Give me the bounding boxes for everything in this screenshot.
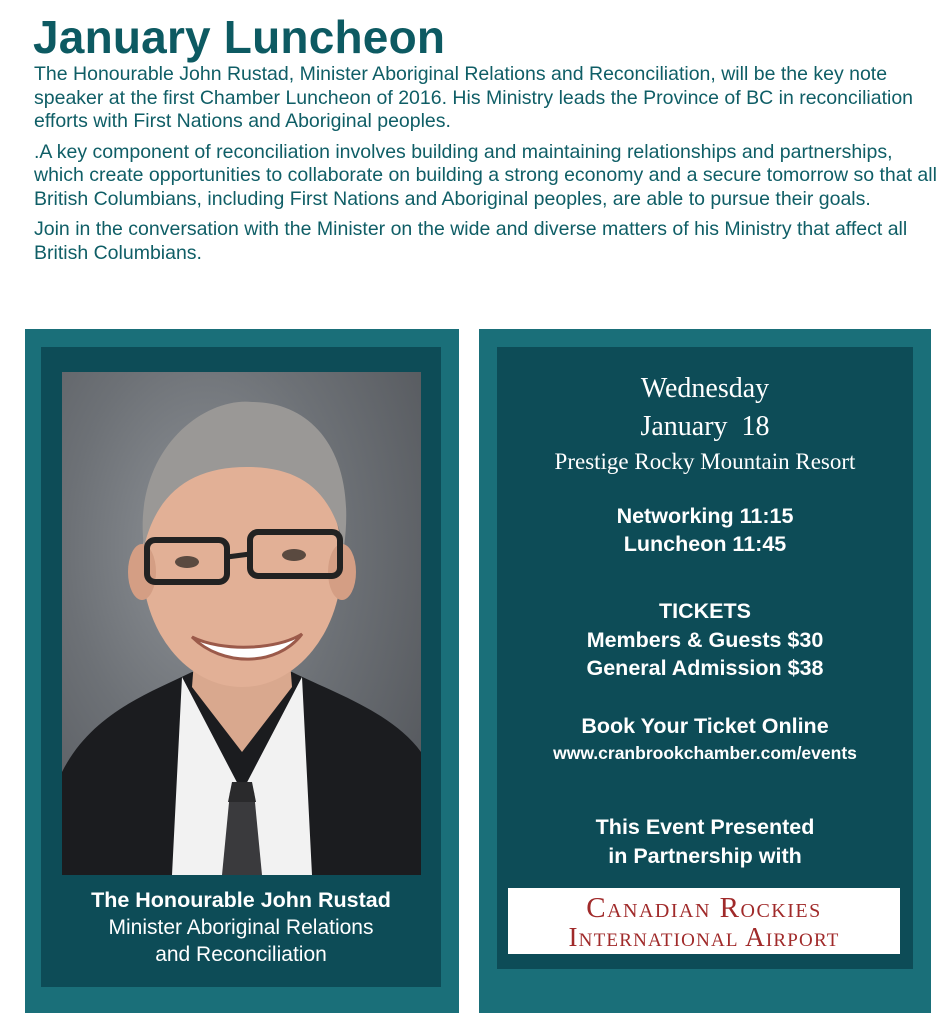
speaker-role-line1: Minister Aboriginal Relations [108, 916, 374, 939]
book-ticket-link[interactable]: www.cranbrookchamber.com/events [553, 743, 857, 763]
intro-paragraph-1: The Honourable John Rustad, Minister Aboriginal Relations and Reconciliation, will be the key note speaker at the first Chamber Luncheon of 2016. His Ministry leads the Province of BC in reconciliation efforts with First Nations and Aboriginal peoples. [34, 63, 914, 132]
speaker-photo [62, 372, 421, 875]
airport-logo [508, 888, 900, 954]
members-price: Members & Guests $30 [586, 628, 824, 652]
speaker-role-line2: and Reconciliation [155, 943, 327, 966]
speaker-caption [41, 887, 441, 968]
networking-time: Networking 11:15 [616, 504, 794, 528]
logo-text-line2: International Airport [568, 922, 840, 952]
intro-text [34, 63, 939, 272]
luncheon-time: Luncheon 11:45 [623, 532, 787, 556]
partner-line-2: in Partnership with [608, 844, 802, 868]
page-title: January Luncheon [33, 11, 446, 63]
intro-paragraph-2: .A key component of reconciliation involves building and maintaining relationships and partnerships, which create opportunities to collaborate on building a strong economy and a secure tomorrow so that all British Columbians, including First Nations and Aboriginal peoples, are able to pursue their goals. [34, 140, 937, 210]
general-price: General Admission $38 [586, 656, 824, 680]
intro-paragraph-3: Join in the conversation with the Minister on the wide and diverse matters of his Ministry that affect all British Columbians. [34, 218, 908, 264]
event-venue: Prestige Rocky Mountain Resort [554, 449, 856, 474]
event-date: January 18 [640, 411, 770, 442]
logo-text-line1: Canadian Rockies [586, 892, 822, 924]
speaker-name: The Honourable John Rustad [91, 888, 391, 912]
tickets-heading: TICKETS [659, 599, 751, 623]
partner-line-1: This Event Presented [595, 815, 815, 839]
event-day: Wednesday [640, 373, 770, 404]
book-ticket-label: Book Your Ticket Online [581, 714, 829, 738]
